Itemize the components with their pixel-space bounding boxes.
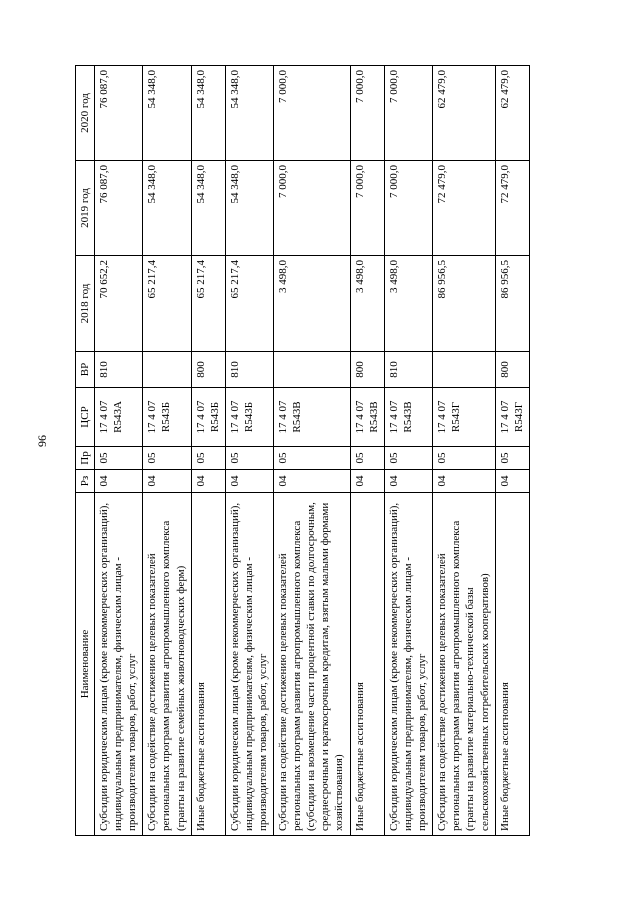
cell-2018: 3 498,0 bbox=[384, 256, 432, 352]
header-csr: ЦСР bbox=[76, 388, 95, 447]
cell-2018: 3 498,0 bbox=[273, 256, 350, 352]
cell-vr bbox=[143, 352, 191, 388]
cell-rz: 04 bbox=[273, 470, 350, 493]
cell-pr: 05 bbox=[433, 447, 496, 470]
cell-2020: 76 087,0 bbox=[95, 66, 143, 161]
cell-2018: 86 956,5 bbox=[495, 256, 529, 352]
table-row bbox=[273, 66, 350, 836]
cell-name: Субсидии на содействие достижению целевых показателей региональных программ развития агропромышленного комплекса (гранты на развитие материально-технической базы сельскохозяйственных потребительских кооперативов) bbox=[433, 493, 496, 836]
cell-csr: 17 4 07 R543Г bbox=[495, 388, 529, 447]
header-row bbox=[76, 66, 95, 836]
table-row bbox=[191, 66, 225, 836]
header-2019: 2019 год bbox=[76, 161, 95, 256]
table-row bbox=[495, 66, 529, 836]
cell-pr: 05 bbox=[273, 447, 350, 470]
cell-csr: 17 4 07 R543В bbox=[384, 388, 432, 447]
header-2018: 2018 год bbox=[76, 256, 95, 352]
cell-2020: 54 348,0 bbox=[225, 66, 273, 161]
cell-name: Субсидии юридическим лицам (кроме некоммерческих организаций), индивидуальным предпринимателям, физическим лицам - производителям товаров, работ, услуг bbox=[384, 493, 432, 836]
cell-2018: 70 652,2 bbox=[95, 256, 143, 352]
cell-2018: 65 217,4 bbox=[143, 256, 191, 352]
cell-2019: 54 348,0 bbox=[143, 161, 191, 256]
cell-pr: 05 bbox=[143, 447, 191, 470]
cell-vr: 810 bbox=[225, 352, 273, 388]
cell-rz: 04 bbox=[143, 470, 191, 493]
cell-csr: 17 4 07 R543Б bbox=[225, 388, 273, 447]
cell-vr: 800 bbox=[191, 352, 225, 388]
table-row bbox=[351, 66, 385, 836]
cell-csr: 17 4 07 R543Б bbox=[191, 388, 225, 447]
header-pr: Пр bbox=[76, 447, 95, 470]
cell-rz: 04 bbox=[433, 470, 496, 493]
table-row bbox=[225, 66, 273, 836]
cell-2019: 7 000,0 bbox=[273, 161, 350, 256]
budget-table bbox=[75, 65, 530, 836]
cell-pr: 05 bbox=[351, 447, 385, 470]
cell-csr: 17 4 07 R543Б bbox=[143, 388, 191, 447]
cell-pr: 05 bbox=[95, 447, 143, 470]
table-row bbox=[384, 66, 432, 836]
table-row bbox=[95, 66, 143, 836]
cell-vr: 800 bbox=[495, 352, 529, 388]
cell-2018: 65 217,4 bbox=[225, 256, 273, 352]
cell-2020: 7 000,0 bbox=[351, 66, 385, 161]
cell-2020: 54 348,0 bbox=[191, 66, 225, 161]
cell-rz: 04 bbox=[191, 470, 225, 493]
cell-name: Субсидии на содействие достижению целевых показателей региональных программ развития агропромышленного комплекса (субсидии на возмещение части процентной ставки по долгосрочным, среднесрочным и краткосрочным кредитам, взятым малыми формами хозяйствования) bbox=[273, 493, 350, 836]
header-name: Наименование bbox=[76, 493, 95, 836]
cell-vr bbox=[273, 352, 350, 388]
cell-rz: 04 bbox=[225, 470, 273, 493]
cell-2019: 7 000,0 bbox=[351, 161, 385, 256]
cell-2019: 54 348,0 bbox=[225, 161, 273, 256]
cell-name: Субсидии юридическим лицам (кроме некоммерческих организаций), индивидуальным предпринимателям, физическим лицам - производителям товаров, работ, услуг bbox=[225, 493, 273, 836]
cell-rz: 04 bbox=[495, 470, 529, 493]
cell-name: Иные бюджетные ассигнования bbox=[191, 493, 225, 836]
cell-vr: 810 bbox=[95, 352, 143, 388]
cell-vr: 810 bbox=[384, 352, 432, 388]
cell-2019: 54 348,0 bbox=[191, 161, 225, 256]
header-rz: Рз bbox=[76, 470, 95, 493]
cell-rz: 04 bbox=[351, 470, 385, 493]
cell-2020: 62 479,0 bbox=[433, 66, 496, 161]
cell-pr: 05 bbox=[225, 447, 273, 470]
cell-2019: 72 479,0 bbox=[433, 161, 496, 256]
page-number: 96 bbox=[35, 435, 49, 447]
table-row bbox=[433, 66, 496, 836]
cell-name: Иные бюджетные ассигнования bbox=[495, 493, 529, 836]
header-vr: ВР bbox=[76, 352, 95, 388]
cell-name: Субсидии на содействие достижению целевых показателей региональных программ развития агропромышленного комплекса (гранты на развитие семейных животноводческих ферм) bbox=[143, 493, 191, 836]
cell-csr: 17 4 07 R543Г bbox=[433, 388, 496, 447]
cell-pr: 05 bbox=[495, 447, 529, 470]
cell-vr bbox=[433, 352, 496, 388]
cell-pr: 05 bbox=[384, 447, 432, 470]
rotated-table-container bbox=[75, 66, 530, 836]
header-2020: 2020 год bbox=[76, 66, 95, 161]
cell-csr: 17 4 07 R543В bbox=[351, 388, 385, 447]
cell-2020: 7 000,0 bbox=[384, 66, 432, 161]
cell-rz: 04 bbox=[384, 470, 432, 493]
cell-2018: 86 956,5 bbox=[433, 256, 496, 352]
table-row bbox=[143, 66, 191, 836]
cell-name: Иные бюджетные ассигнования bbox=[351, 493, 385, 836]
cell-rz: 04 bbox=[95, 470, 143, 493]
cell-2019: 7 000,0 bbox=[384, 161, 432, 256]
cell-2018: 3 498,0 bbox=[351, 256, 385, 352]
cell-csr: 17 4 07 R543В bbox=[273, 388, 350, 447]
cell-vr: 800 bbox=[351, 352, 385, 388]
cell-csr: 17 4 07 R543А bbox=[95, 388, 143, 447]
cell-name: Субсидии юридическим лицам (кроме некоммерческих организаций), индивидуальным предпринимателям, физическим лицам - производителям товаров, работ, услуг bbox=[95, 493, 143, 836]
cell-2018: 65 217,4 bbox=[191, 256, 225, 352]
cell-pr: 05 bbox=[191, 447, 225, 470]
cell-2020: 54 348,0 bbox=[143, 66, 191, 161]
cell-2020: 7 000,0 bbox=[273, 66, 350, 161]
cell-2019: 72 479,0 bbox=[495, 161, 529, 256]
cell-2020: 62 479,0 bbox=[495, 66, 529, 161]
cell-2019: 76 087,0 bbox=[95, 161, 143, 256]
